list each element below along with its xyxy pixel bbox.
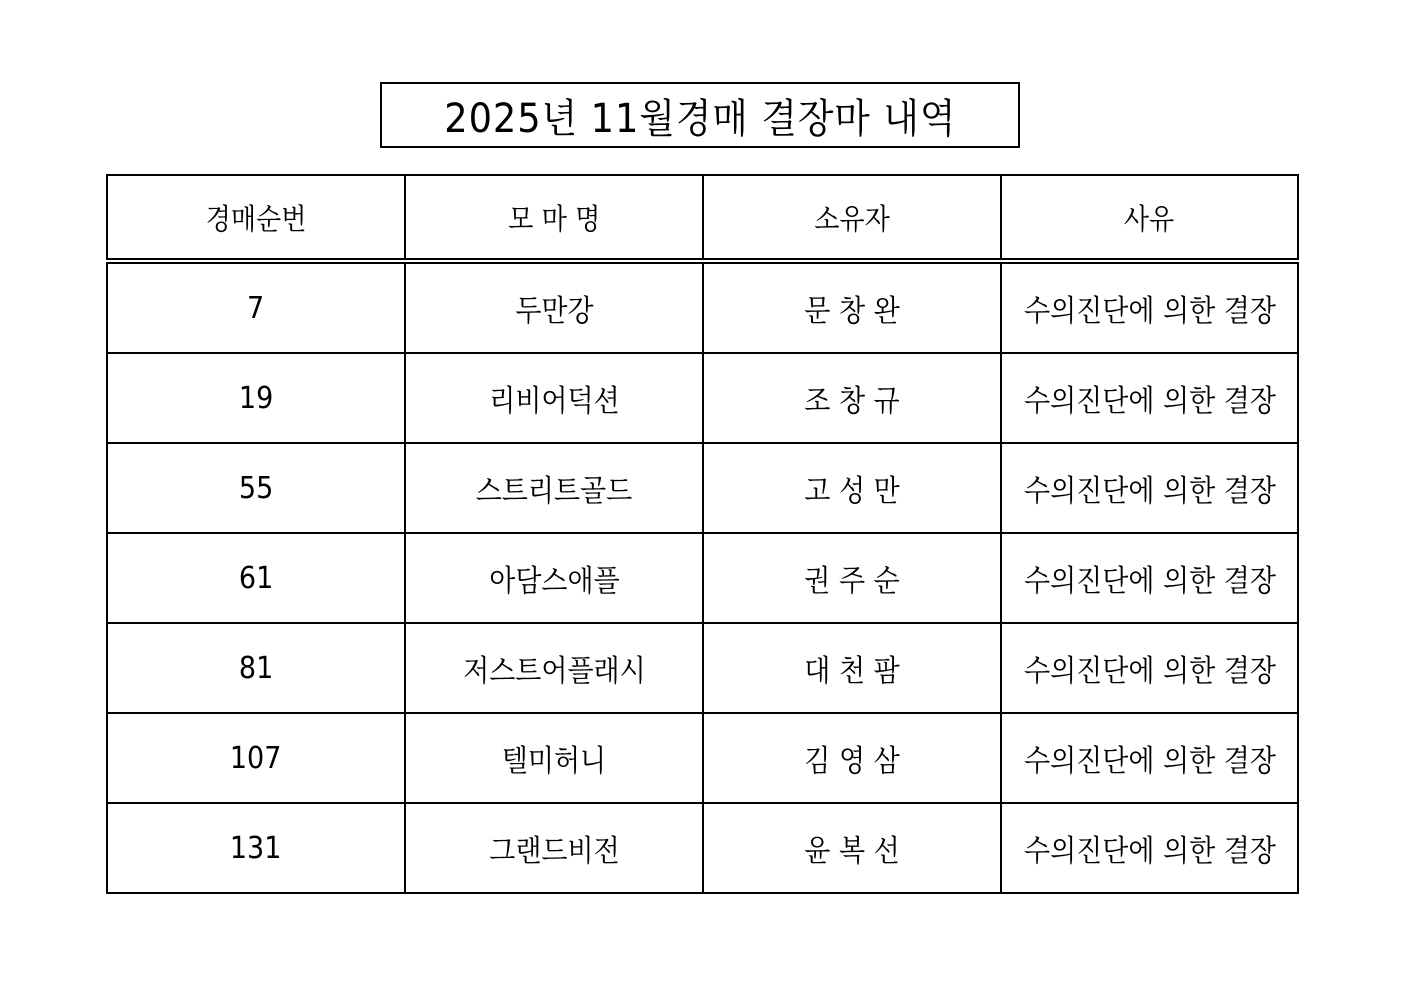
- cell-auction-order: 61: [107, 533, 405, 623]
- cell-dam-name: 저스트어플래시: [405, 623, 703, 713]
- table-row: [107, 443, 1298, 533]
- table-row: [107, 803, 1298, 893]
- cell-auction-order: 81: [107, 623, 405, 713]
- cell-owner: 윤 복 선: [703, 803, 1001, 893]
- cell-dam-name: 리비어덕션: [405, 353, 703, 443]
- cell-reason: 수의진단에 의한 결장: [1001, 803, 1298, 893]
- cell-reason: 수의진단에 의한 결장: [1001, 533, 1298, 623]
- table-row: [107, 623, 1298, 713]
- cell-reason: 수의진단에 의한 결장: [1001, 623, 1298, 713]
- cell-dam-name: 텔미허니: [405, 713, 703, 803]
- cell-owner: 고 성 만: [703, 443, 1001, 533]
- cell-dam-name: 그랜드비전: [405, 803, 703, 893]
- withdrawn-horses-table: [106, 174, 1299, 894]
- table-header-row: [107, 175, 1298, 261]
- cell-auction-order: 107: [107, 713, 405, 803]
- cell-owner: 문 창 완: [703, 261, 1001, 353]
- header-reason: 사유: [1001, 175, 1298, 261]
- cell-reason: 수의진단에 의한 결장: [1001, 261, 1298, 353]
- cell-reason: 수의진단에 의한 결장: [1001, 443, 1298, 533]
- cell-auction-order: 7: [107, 261, 405, 353]
- cell-auction-order: 131: [107, 803, 405, 893]
- cell-owner: 김 영 삼: [703, 713, 1001, 803]
- header-dam-name: 모 마 명: [405, 175, 703, 261]
- cell-dam-name: 스트리트골드: [405, 443, 703, 533]
- cell-owner: 권 주 순: [703, 533, 1001, 623]
- cell-dam-name: 아담스애플: [405, 533, 703, 623]
- table-row: [107, 533, 1298, 623]
- header-owner: 소유자: [703, 175, 1001, 261]
- cell-auction-order: 19: [107, 353, 405, 443]
- cell-dam-name: 두만강: [405, 261, 703, 353]
- cell-owner: 대 천 팜: [703, 623, 1001, 713]
- document-title-box: [380, 82, 1020, 148]
- cell-reason: 수의진단에 의한 결장: [1001, 713, 1298, 803]
- table-row: [107, 353, 1298, 443]
- document-title: 2025년 11월경매 결장마 내역: [443, 95, 957, 142]
- cell-reason: 수의진단에 의한 결장: [1001, 353, 1298, 443]
- cell-auction-order: 55: [107, 443, 405, 533]
- header-auction-order: 경매순번: [107, 175, 405, 261]
- table-row: [107, 713, 1298, 803]
- cell-owner: 조 창 규: [703, 353, 1001, 443]
- table-row: [107, 261, 1298, 353]
